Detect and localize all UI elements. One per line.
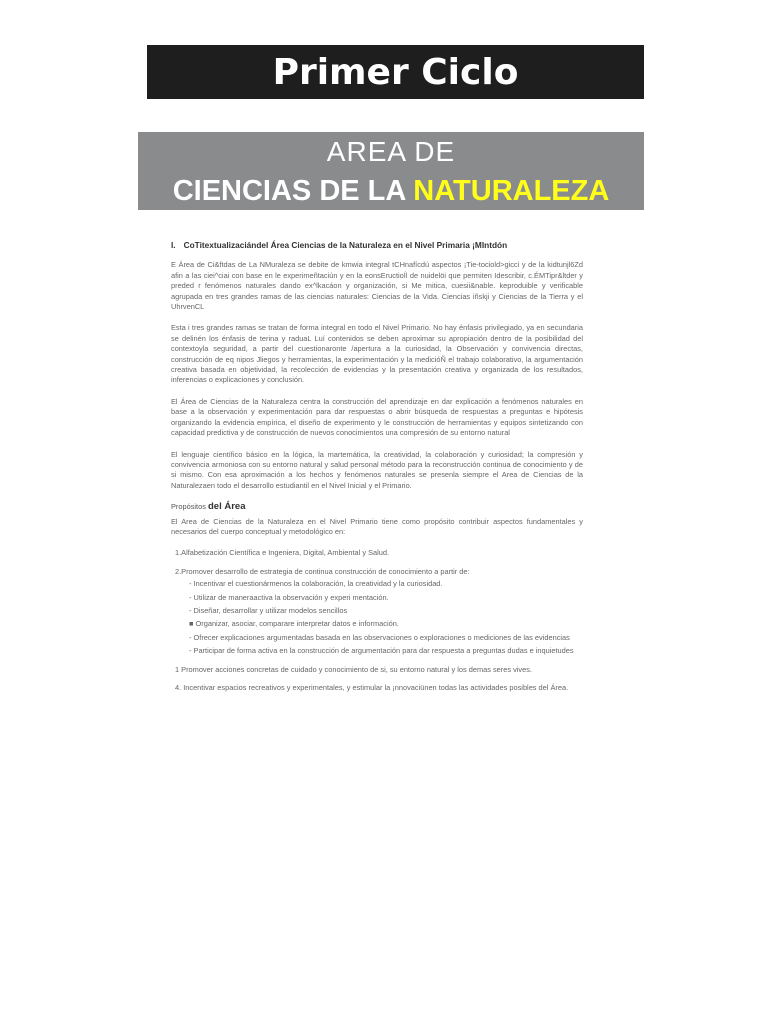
paragraph: E Área de Ci&ftdas de La NMuraleza se debite de kmwia integral tCHnafícdú aspectos ¡Tie-tociold>gicci y de la kidtunjl6Zd afin a las ciei^ciai con base en le experimeñtaciún y en la eonsEructioÍl de nuidelöi que permiten Idescribir, c.ÉMTipr&ltder y preded r fenómenos naturales dando ex^lkacáon y organización, si Me mitica, cuesii&nable. keproduible y verificable agrupada en tres grandes ramas de las ciencias naturales: Ciencias de la Vida. Ciencias iñskji y Ciencias de la Tierra y el UhrvenCL [171, 260, 583, 312]
area-banner [138, 132, 644, 210]
paragraph: Esta i tres grandes ramas se tratan de forma integral en todo el Nivel Primario. No hay énfasis privilegiado, ya en secundaria se delinén los énfasis de terina y raduaL Luí contenidos se deben aproximar su apropiación dentro de la posibilidad del contextoyla seguridad, a partir del cuestionaronte /apertura a la curiosidad, la Observación y convivencia directas, construcción de eq nipos Jliegos y herramientas, la experimentación y la medicióÑ el trabajo colaborativo, la argumentación creativa basada en objetividad, la recolección de evidencias y la presentación creativa y organizada de los resultados, inferencias o explicaciones y conclusión. [171, 323, 583, 385]
list-item: 4. Incentivar espacios recreativos y experimentales, y estimular la ¡nnovaciünen todas las actividades posibles del Área. [175, 683, 569, 692]
list-item: 1 Promover acciones concretas de cuidado y conocimiento de si, su entorno natural y los demas seres vives. [175, 664, 532, 674]
sublist-item: - Utilizar de maneraactiva la observación y experi mentación. [189, 592, 389, 602]
sublist-item: - Ofrecer explicaciones argumentadas basada en las observaciones o exploraciones o mediciones de las evidencias [189, 632, 570, 642]
section-heading [171, 240, 583, 250]
sublist [189, 579, 583, 656]
sublist-item: - Diseñar, desarrollar y utilizar modelos sencillos [189, 605, 348, 615]
purposes-heading [171, 502, 583, 512]
area-title-prefix: CIENCIAS DE LA [172, 175, 414, 207]
document-body [171, 240, 583, 701]
page-title: Primer Ciclo [272, 51, 519, 93]
sublist-item: - Participar de forma activa en la construcción de argumentación para dar respuesta a preguntas dudas e inquietudes [189, 646, 574, 656]
section-number: I. [171, 240, 176, 250]
area-title-highlight: NATURALEZA [413, 175, 610, 207]
paragraph: El lenguaje científico básico en la lógica, la martemática, la creatividad, la colaboración y curiosidad; la compresión y convivencia armoniosa con su entorno natural y salud personal método para la reconstrucción continua de conocimiento y de si mismo. Con esa aproximación a los hechos y fenómenos naturales se presenla siempre el Area de Ciencias de la Naturalezaen todo el desarrollo estudiantil en el Nivel Inicial y el Primario. [171, 449, 583, 490]
purposes-list [171, 548, 583, 693]
area-title [138, 175, 644, 208]
sublist-item: ■ Organizar, asociar, comparare interpretar datos e información. [189, 619, 399, 629]
section-title: CoTitextualizaciándel Área Ciencias de la Naturaleza en el Nivel Primaria ¡MIntdón [183, 240, 508, 250]
list-item [175, 567, 583, 657]
list-item-text: 2.Promover desarrollo de estrategia de continua construcción de conocimiento a partir de: [175, 566, 470, 576]
title-banner [147, 45, 644, 99]
purposes-intro: El Area de Ciencias de la Naturaleza en el Nivel Primario tiene como propósito contribuir aspectos fundamentales y necesarios del cuerpo conceptual y metodológico en: [171, 516, 583, 536]
purposes-label-big: del Área [207, 501, 246, 513]
sublist-item: - Incentivar el cuestionármenos la colaboración, la creatividad y la curiosidad. [189, 579, 443, 589]
paragraph: El Área de Ciencias de la Naturaleza centra la construcción del aprendizaje en dar explicación a fenómenos naturales en base a la observación y experimentación para dar respuestas o abrir búsqueda de respuestas a preguntas e hipótesis organizando la evidencia empírica, el diseño de experimento y le construcción de herramientas y equipos sintetizando con capacidad predictiva y de construcción de nuevos conocimientos una compresión de su entorno natural [171, 396, 583, 438]
list-item: 1.Alfabetización Científica e Ingeniera, Digital, Ambiental y Salud. [175, 548, 390, 558]
area-subtitle: AREA DE [326, 136, 456, 167]
purposes-label-small: Propósitos [171, 502, 208, 512]
